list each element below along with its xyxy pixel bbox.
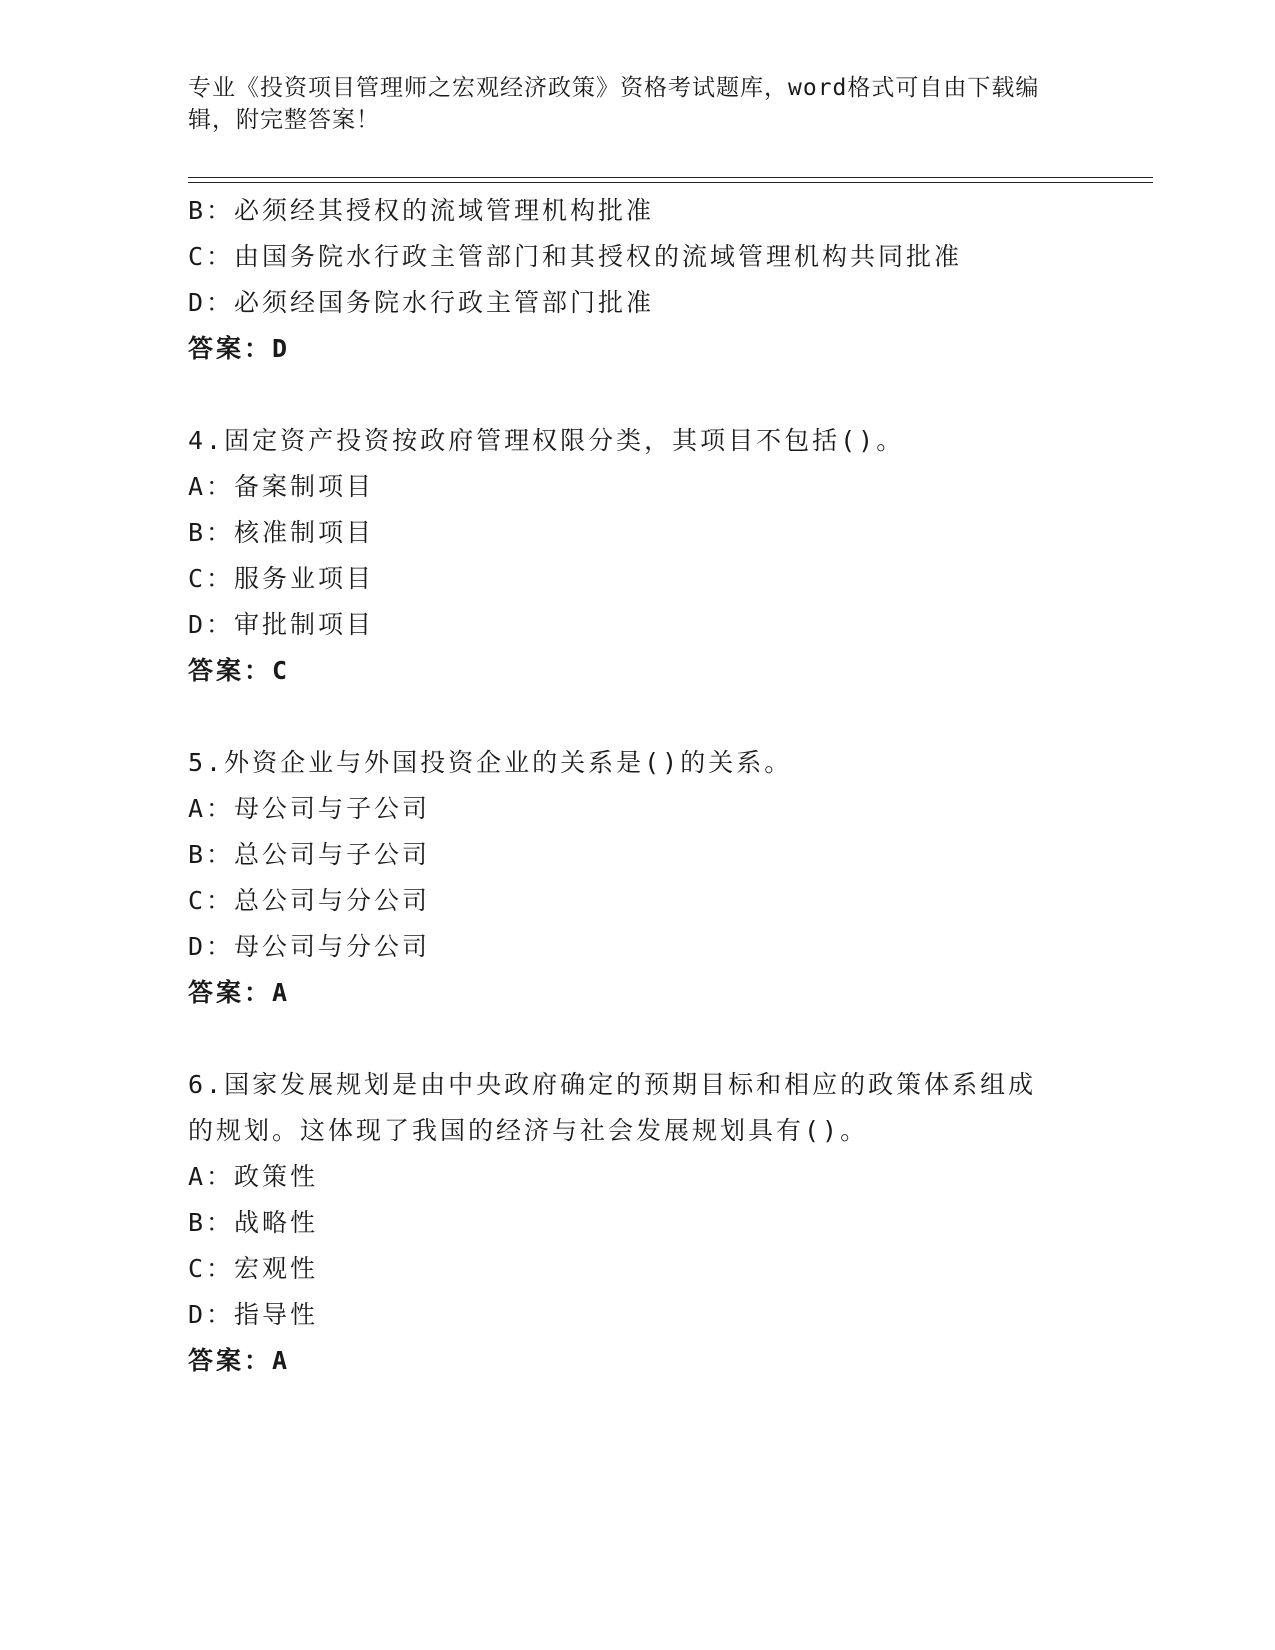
option-c: C：由国务院水行政主管部门和其授权的流域管理机构共同批准 <box>188 242 963 271</box>
answer-line: 答案：A <box>188 1346 291 1375</box>
question-text <box>188 418 1118 464</box>
option-c: C：宏观性 <box>188 1254 319 1283</box>
answer-line: 答案：A <box>188 978 291 1007</box>
question-line: 5.外资企业与外国投资企业的关系是()的关系。 <box>188 748 793 777</box>
header-divider-bottom <box>188 182 1153 183</box>
header-line-1: 专业《投资项目管理师之宏观经济政策》资格考试题库，word格式可自由下载编 <box>188 75 1040 101</box>
option-b: B：总公司与子公司 <box>188 840 431 869</box>
question-text <box>188 740 1118 786</box>
option-a: A：母公司与子公司 <box>188 794 431 823</box>
question-3-continuation <box>188 188 1118 372</box>
option-a: A：政策性 <box>188 1162 319 1191</box>
option-a: A：备案制项目 <box>188 472 375 501</box>
header-divider-top <box>188 177 1153 178</box>
question-line: 6.国家发展规划是由中央政府确定的预期目标和相应的政策体系组成 <box>188 1070 1037 1099</box>
option-d: D：必须经国务院水行政主管部门批准 <box>188 288 655 317</box>
question-line: 4.固定资产投资按政府管理权限分类，其项目不包括()。 <box>188 426 905 455</box>
question-text <box>188 1062 1118 1154</box>
question-list <box>188 188 1118 1384</box>
document-header <box>188 72 1068 136</box>
question-5 <box>188 740 1118 1016</box>
answer-line: 答案：C <box>188 656 291 685</box>
question-line: 的规划。这体现了我国的经济与社会发展规划具有()。 <box>188 1116 869 1145</box>
question-6 <box>188 1062 1118 1384</box>
option-c: C：总公司与分公司 <box>188 886 431 915</box>
option-b: B：必须经其授权的流域管理机构批准 <box>188 196 655 225</box>
header-line-2: 辑，附完整答案！ <box>188 107 380 133</box>
question-4 <box>188 418 1118 694</box>
option-b: B：战略性 <box>188 1208 319 1237</box>
option-d: D：指导性 <box>188 1300 319 1329</box>
option-b: B：核准制项目 <box>188 518 375 547</box>
option-c: C：服务业项目 <box>188 564 375 593</box>
answer-line: 答案：D <box>188 334 291 363</box>
option-d: D：母公司与分公司 <box>188 932 431 961</box>
option-d: D：审批制项目 <box>188 610 375 639</box>
